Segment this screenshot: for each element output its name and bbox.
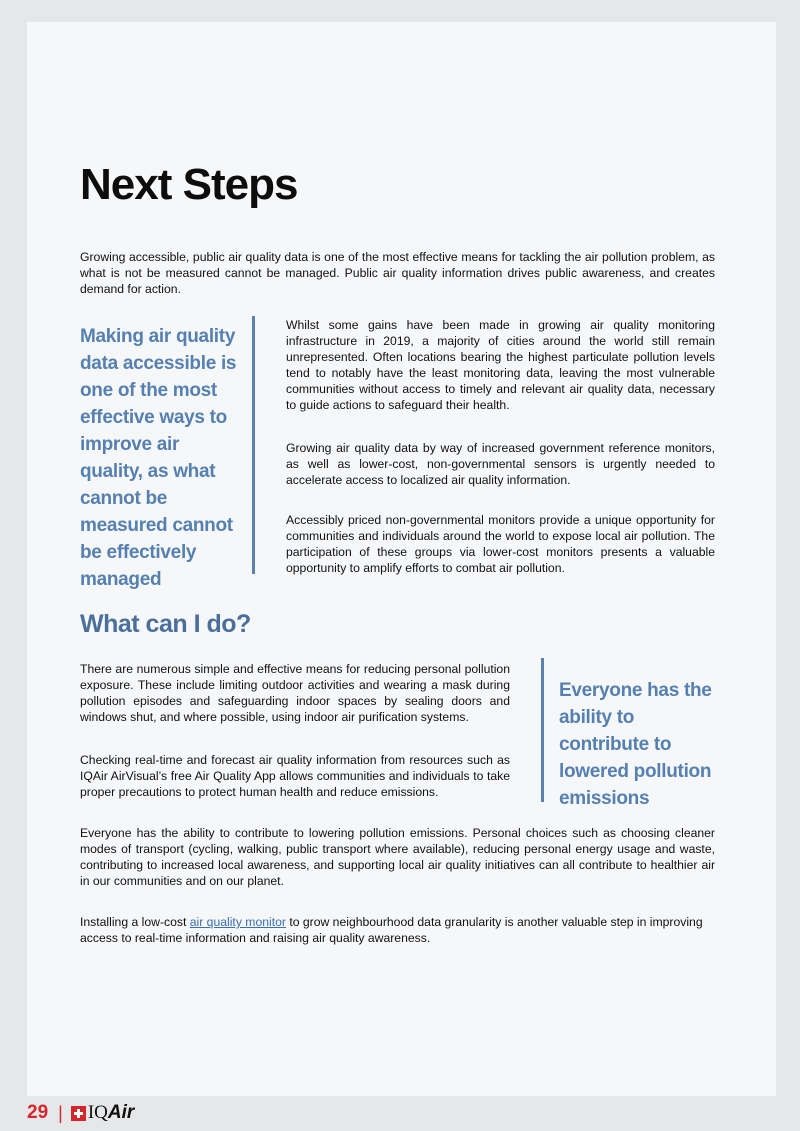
left-column-paragraph-1: There are numerous simple and effective means for reducing personal pollution exposure. These include limiting outdoor activities and wearing a mask during pollution episodes and safeguarding indoor spaces by sealing doors and windows shut, and where possible, using indoor air purification systems. — [80, 662, 510, 724]
pull-quote-everyone: Everyone has the ability to contribute to lowered pollution emissions — [559, 680, 712, 809]
swiss-flag-icon — [71, 1106, 86, 1121]
closing-paragraph-2 — [80, 914, 715, 946]
page-number: 29 — [27, 1102, 49, 1123]
pull-quote-data-access: Making air quality data accessible is one of the most effective ways to improve air quality, as what cannot be measured cannot be effectively managed — [80, 326, 237, 590]
right-column-paragraph-1: Whilst some gains have been made in growing air quality monitoring infrastructure in 2019, a majority of cities around the world still remain unrepresented. Often locations bearing the highest particulate pollution levels tend to notably have the least monitoring data, leaving the most vulnerable communities without access to timely and relevant air quality data, necessary to guide actions to safeguard their health. — [286, 318, 715, 412]
pull-quote-divider-2 — [541, 658, 544, 802]
closing-text-before: Installing a low-cost — [80, 915, 190, 929]
section-heading: What can I do? — [80, 610, 251, 638]
intro-paragraph: Growing accessible, public air quality data is one of the most effective means for tackling the air pollution problem, as what is not be measured cannot be managed. Public air quality information drives public awareness, and creates demand for action. — [80, 250, 715, 296]
closing-text-after: to grow neighbourhood data granularity is another valuable step in improving access to real-time information and raising air quality awareness. — [80, 915, 703, 945]
pull-quote-divider — [252, 316, 255, 574]
air-quality-monitor-link[interactable]: air quality monitor — [189, 915, 286, 929]
right-column-paragraph-2: Growing air quality data by way of increased government reference monitors, as well as lower-cost, non-governmental sensors is urgently needed to accelerate access to localized air quality information. — [286, 441, 715, 487]
closing-paragraph-1: Everyone has the ability to contribute to lowering pollution emissions. Personal choices such as choosing cleaner modes of transport (cycling, walking, public transport where available), reducing personal energy usage and waste, contributing to increased local awareness, and supporting local air quality initiatives can all contribute to healthier air in our communities and on our planet. — [80, 826, 715, 888]
brand-logo-iq: IQ — [87, 1102, 108, 1123]
footer-separator: | — [58, 1102, 63, 1123]
page-title: Next Steps — [80, 160, 298, 209]
page-footer — [27, 1101, 134, 1125]
left-column-paragraph-2: Checking real-time and forecast air quality information from resources such as IQAir AirVisual’s free Air Quality App allows communities and individuals to take proper precautions to protect human health and reduce emissions. — [80, 753, 510, 799]
brand-logo-air: Air — [107, 1102, 135, 1123]
right-column-paragraph-3: Accessibly priced non-governmental monitors provide a unique opportunity for communities and individuals around the world to expose local air pollution. The participation of these groups via lower-cost monitors presents a valuable opportunity to amplify efforts to combat air pollution. — [286, 513, 715, 575]
